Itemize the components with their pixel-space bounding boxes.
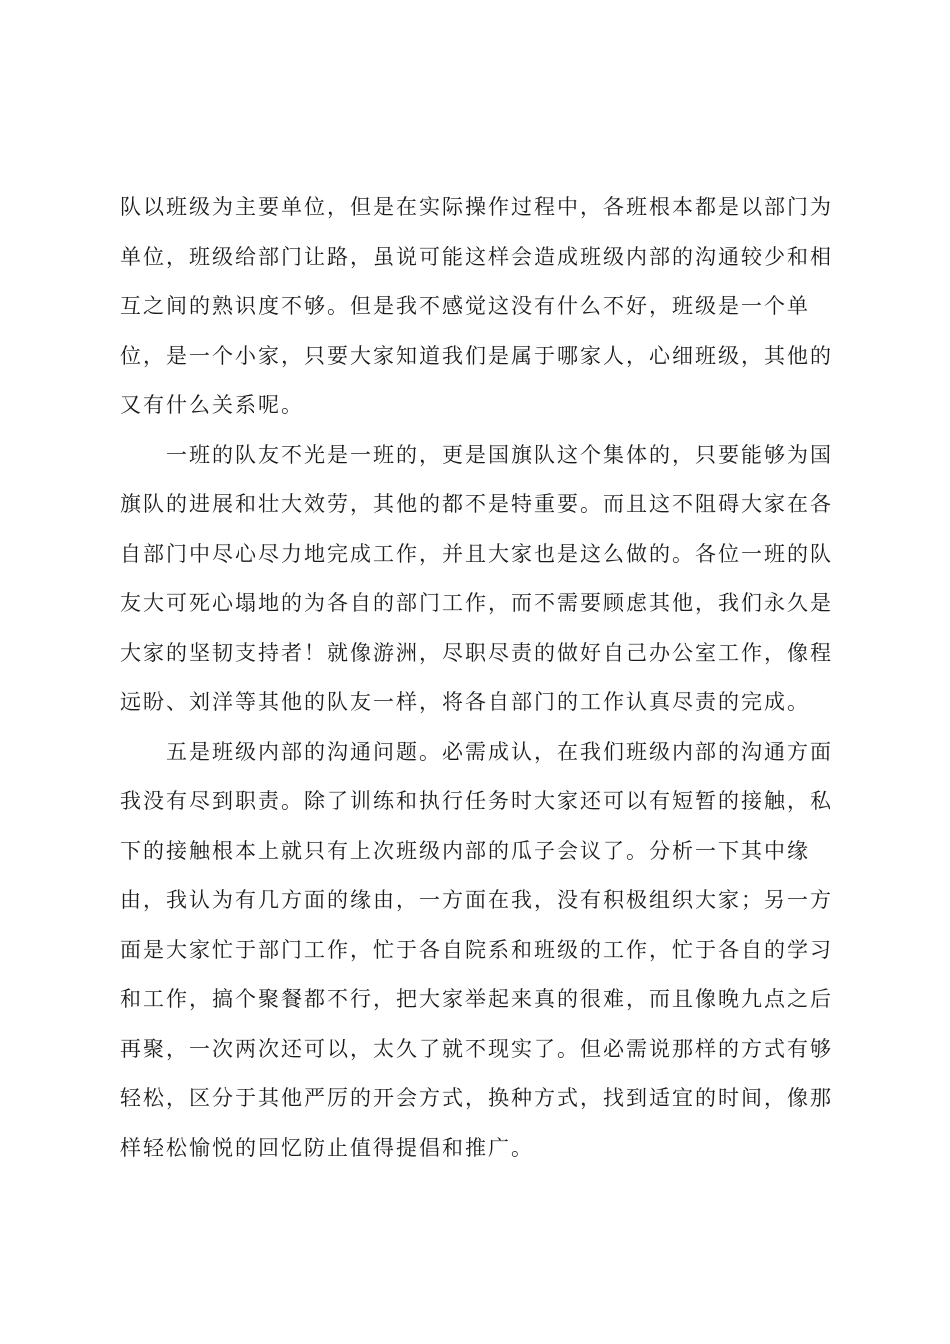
text-line: 轻松，区分于其他严厉的开会方式，换种方式，找到适宜的时间，像那 (120, 1086, 833, 1110)
text-line: 五是班级内部的沟通问题。必需成认，在我们班级内部的沟通方面 (120, 739, 833, 764)
text-line: 和工作，搞个聚餐都不行，把大家举起来真的很难，而且像晚九点之后 (120, 987, 833, 1011)
text-line: 一班的队友不光是一班的，更是国旗队这个集体的，只要能够为国 (120, 442, 833, 467)
text-line: 旗队的进展和壮大效劳，其他的都不是特重要。而且这不阻碍大家在各 (120, 492, 833, 516)
text-line: 面是大家忙于部门工作，忙于各自院系和班级的工作，忙于各自的学习 (120, 937, 833, 962)
text-line: 队以班级为主要单位，但是在实际操作过程中，各班根本都是以部门为 (120, 195, 833, 219)
text-line: 友大可死心塌地的为各自的部门工作，而不需要顾虑其他，我们永久是 (120, 591, 833, 615)
text-line: 互之间的熟识度不够。但是我不感觉这没有什么不好，班级是一个单 (120, 294, 810, 318)
text-line: 位，是一个小家，只要大家知道我们是属于哪家人，心细班级，其他的 (120, 343, 833, 368)
text-line: 再聚，一次两次还可以，太久了就不现实了。但必需说那样的方式有够 (120, 1036, 833, 1061)
text-line: 样轻松愉悦的回忆防止值得提倡和推广。 (120, 1135, 534, 1160)
text-line: 单位，班级给部门让路，虽说可能这样会造成班级内部的沟通较少和相 (120, 244, 833, 269)
paragraph (120, 733, 840, 1179)
text-line: 我没有尽到职责。除了训练和执行任务时大家还可以有短暂的接触，私 (120, 789, 833, 813)
text-line: 远盼、刘洋等其他的队友一样，将各自部门的工作认真尽责的完成。 (120, 690, 810, 714)
text-line: 又有什么关系呢。 (120, 393, 304, 417)
body-text (120, 188, 840, 1178)
text-line: 大家的坚韧支持者！就像游洲，尽职尽责的做好自己办公室工作，像程 (120, 640, 833, 665)
text-line: 自部门中尽心尽力地完成工作，并且大家也是这么做的。各位一班的队 (120, 541, 833, 566)
paragraph (120, 188, 840, 436)
text-line: 下的接触根本上就只有上次班级内部的瓜子会议了。分析一下其中缘 (120, 838, 810, 863)
paragraph (120, 436, 840, 733)
text-line: 由，我认为有几方面的缘由，一方面在我，没有积极组织大家；另一方 (120, 888, 833, 912)
